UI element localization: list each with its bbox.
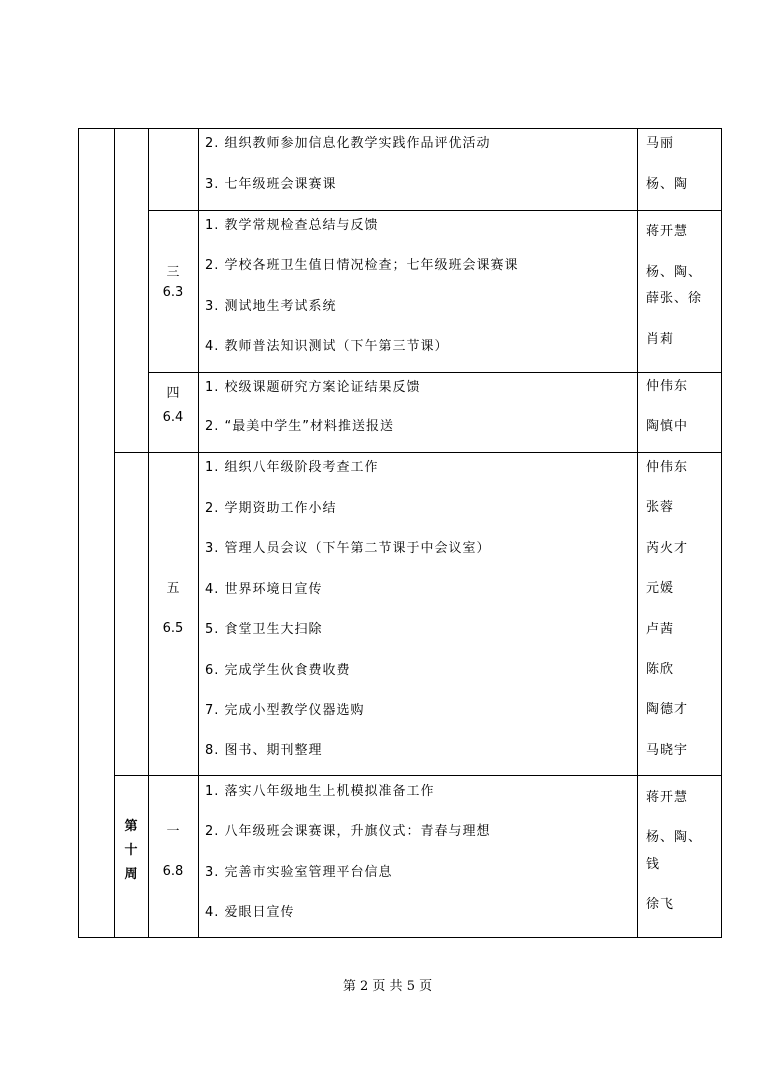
task-item: 1. 组织八年级阶段考查工作 <box>205 460 379 475</box>
task-item: 1. 落实八年级地生上机模拟准备工作 <box>205 784 435 799</box>
column-divider <box>637 128 638 938</box>
row-divider <box>114 775 722 776</box>
column-divider <box>148 128 149 938</box>
week-label <box>114 815 148 887</box>
date: 6.8 <box>162 864 184 879</box>
person-name: 杨、陶、 <box>646 830 703 845</box>
day-label <box>148 264 198 302</box>
person-name: 薛张、徐 <box>646 291 703 306</box>
task-item: 2. “最美中学生”材料推送报送 <box>205 419 395 434</box>
person-name: 蒋开慧 <box>646 224 689 239</box>
task-item: 3. 管理人员会议（下午第二节课于中会议室） <box>205 541 491 556</box>
page-number-footer: 第 2 页 共 5 页 <box>342 979 433 994</box>
task-item: 5. 食堂卫生大扫除 <box>205 622 323 637</box>
person-name: 陈欣 <box>646 662 675 677</box>
day-label <box>148 580 198 638</box>
person-name: 陶慎中 <box>646 419 689 434</box>
person-name: 徐飞 <box>646 897 675 912</box>
task-item: 2. 学校各班卫生值日情况检查；七年级班会课赛课 <box>205 258 519 273</box>
task-item: 6. 完成学生伙食费收费 <box>205 663 351 678</box>
person-name: 陶德才 <box>646 702 689 717</box>
task-item: 3. 测试地生考试系统 <box>205 299 337 314</box>
task-item: 4. 世界环境日宣传 <box>205 582 323 597</box>
person-name: 杨、陶 <box>646 177 689 192</box>
task-item: 2. 组织教师参加信息化教学实践作品评优活动 <box>205 136 491 151</box>
person-name: 马丽 <box>646 136 675 151</box>
date: 6.3 <box>162 285 184 300</box>
day-label <box>148 385 198 427</box>
task-item: 7. 完成小型教学仪器选购 <box>205 703 365 718</box>
person-name: 钱 <box>646 857 661 872</box>
week-char: 十 <box>124 843 138 858</box>
person-name: 杨、陶、 <box>646 265 703 280</box>
person-name: 肖莉 <box>646 332 675 347</box>
person-name: 仲伟东 <box>646 460 689 475</box>
date: 6.4 <box>162 410 184 425</box>
row-divider <box>148 372 722 373</box>
task-item: 4. 教师普法知识测试（下午第三节课） <box>205 339 449 354</box>
task-item: 2. 学期资助工作小结 <box>205 501 337 516</box>
person-name: 张蓉 <box>646 500 675 515</box>
row-divider <box>114 452 722 453</box>
date: 6.5 <box>162 621 184 636</box>
task-item: 1. 教学常规检查总结与反馈 <box>205 218 379 233</box>
task-item: 4. 爱眼日宣传 <box>205 905 295 920</box>
person-name: 元媛 <box>646 581 675 596</box>
task-item: 2. 八年级班会课赛课，升旗仪式：青春与理想 <box>205 824 491 839</box>
weekday: 五 <box>166 581 180 596</box>
task-item: 3. 七年级班会课赛课 <box>205 177 337 192</box>
person-name: 芮火才 <box>646 541 689 556</box>
task-item: 8. 图书、期刊整理 <box>205 743 323 758</box>
person-name: 蒋开慧 <box>646 790 689 805</box>
task-item: 1. 校级课题研究方案论证结果反馈 <box>205 380 421 395</box>
task-item: 3. 完善市实验室管理平台信息 <box>205 865 393 880</box>
day-label <box>148 823 198 881</box>
weekday: 三 <box>166 265 180 280</box>
person-name: 仲伟东 <box>646 379 689 394</box>
column-divider <box>198 128 199 938</box>
person-name: 马晓宇 <box>646 743 689 758</box>
schedule-table <box>78 128 722 938</box>
week-char: 周 <box>124 867 138 882</box>
weekday: 一 <box>166 824 180 839</box>
week-char: 第 <box>124 819 138 834</box>
row-divider <box>148 210 722 211</box>
person-name: 卢茜 <box>646 622 675 637</box>
weekday: 四 <box>166 386 180 401</box>
